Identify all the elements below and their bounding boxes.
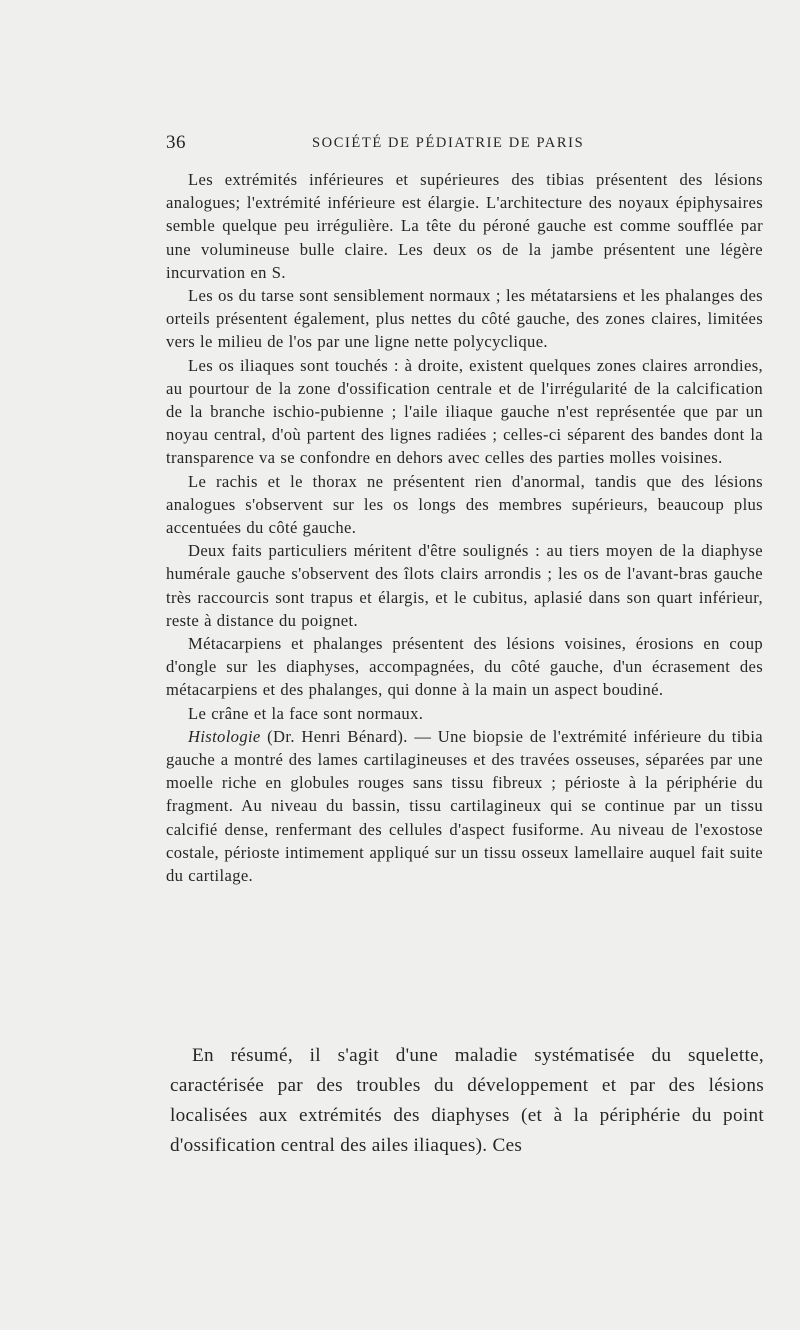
- histology-label: Histologie: [188, 726, 261, 746]
- paragraph-tibias: Les extrémités inférieures et supérieures des tibias présentent des lésions analogues; l'extrémité inférieure est élargie. L'architecture des noyaux épiphysaires semble quelque peu irrégulière. La tête du péroné gauche est comme soufflée par une volumineuse bulle claire. Les deux os de la jambe présentent une légère incurvation en S.: [166, 170, 763, 282]
- page-header: [166, 132, 766, 156]
- summary-paragraph: En résumé, il s'agit d'une maladie systématisée du squelette, caractérisée par des troubles du développement et par des lésions localisées aux extrémités des diaphyses (et à la périphérie du point d'ossification central des ailes iliaques). Ces: [170, 1045, 764, 1156]
- paragraph-deux-faits: Deux faits particuliers méritent d'être soulignés : au tiers moyen de la diaphyse humérale gauche s'observent des îlots clairs arrondis ; les os de l'avant-bras gauche très raccourcis sont trapus et élargis, et le cubitus, aplasié dans son quart inférieur, reste à distance du poignet.: [166, 541, 763, 630]
- paragraph-histologie: [166, 725, 763, 887]
- paragraph-iliaques: Les os iliaques sont touchés : à droite, existent quelques zones claires arrondies, au pourtour de la zone d'ossification centrale et de l'irrégularité de la calcification de la branche ischio-pubienne ; l'aile iliaque gauche n'est représentée que par un noyau central, d'où partent des lignes radiées ; celles-ci séparent des bandes dont la transparence va se confondre en dehors avec celles des parties molles voisines.: [166, 355, 763, 468]
- page-number: 36: [166, 132, 186, 153]
- paragraph-tarse: Les os du tarse sont sensiblement normaux ; les métatarsiens et les phalanges des orteils présentent également, plus nettes du côté gauche, des zones claires, limitées vers le milieu de l'os par une ligne nette polycyclique.: [166, 286, 763, 352]
- histology-text: — Une biopsie de l'extrémité inférieure du tibia gauche a montré des lames cartilagineuses et des travées osseuses, séparées par une moelle riche en globules rouges sans tissu fibreux ; périoste à la périphérie du fragment. Au niveau du bassin, tissu cartilagineux qui se continue par un tissu calcifié dense, renfermant des cellules d'aspect fusiforme. Au niveau de l'exostose costale, périoste intimement appliqué sur un tissu osseux lamellaire auquel fait suite du cartilage.: [166, 726, 763, 886]
- body-text: [166, 168, 763, 887]
- paragraph-rachis: Le rachis et le thorax ne présentent rien d'anormal, tandis que des lésions analogues s'observent sur les os longs des membres supérieurs, beaucoup plus accentuées du côté gauche.: [166, 471, 763, 538]
- summary-block: [170, 1041, 764, 1161]
- paragraph-crane: Le crâne et la face sont normaux.: [188, 703, 424, 723]
- paragraph-metacarpiens: Métacarpiens et phalanges présentent des lésions voisines, érosions en coup d'ongle sur les diaphyses, accompagnées, du côté gauche, d'un écrasement des métacarpiens et des phalanges, qui donne à la main un aspect boudiné.: [166, 634, 763, 700]
- histology-author: (Dr. Henri Bénard).: [267, 726, 408, 746]
- running-head: SOCIÉTÉ DE PÉDIATRIE DE PARIS: [312, 135, 585, 151]
